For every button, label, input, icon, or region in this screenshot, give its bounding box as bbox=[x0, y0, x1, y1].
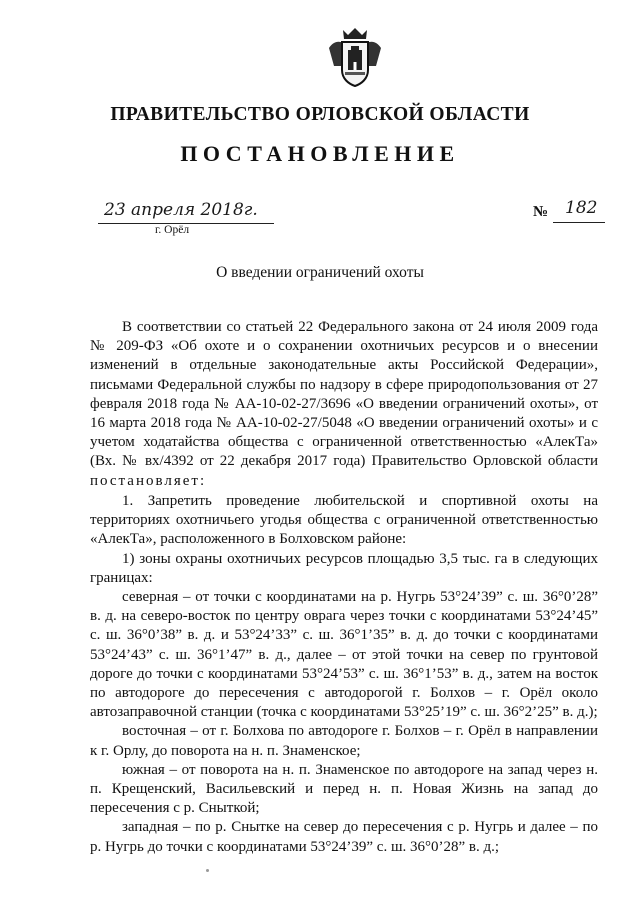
subitem-1-paragraph: 1) зоны охраны охотничьих ресурсов площадью 3,5 тыс. га в следующих границах: bbox=[90, 550, 598, 586]
page-speck bbox=[206, 869, 209, 872]
south-boundary-paragraph: южная – от поворота на н. п. Знаменское по автодороге на запад через н. п. Крещенский, Васильевский и перед н. п. Новая Жизнь на запад до пересечения с р. Сныткой; bbox=[90, 761, 598, 817]
east-boundary-paragraph: восточная – от г. Болхова по автодороге г. Болхов – г. Орёл в направлении к г. Орлу, до поворота на н. п. Знаменское; bbox=[90, 723, 598, 759]
item-1-paragraph: 1. Запретить проведение любительской и спортивной охоты на территориях охотничьего угодья общества с ограниченной ответственностью «АлекТа», расположенного в Болховском районе: bbox=[90, 493, 598, 548]
preamble-paragraph bbox=[90, 318, 598, 491]
north-boundary-paragraph: северная – от точки с координатами на р. Нугрь 53°24’39” с. ш. 36°0’28” в. д. на северо-восток по центру оврага через точки с координатами 53°24’45” с. ш. 36°0’38” в. д. и 53°24’33” с. ш. 36°1’35” в. д. до точки с координатами 53°24’43” с. ш. 36°1’47” в. д., далее – от этой точки на север по грунтовой дороге до точки с координатами 53°24’53” с. ш. 36°1’53” в. д., затем на восток по автодороге до пересечения с автодорогой г. Болхов – г. Орёл около автозаправочной станции (точка с координатами 53°25’19” с. ш. 36°2’25” в. д.); bbox=[90, 589, 598, 721]
preamble-block bbox=[90, 318, 598, 491]
coat-of-arms-emblem bbox=[326, 26, 384, 88]
resolves-word: постановляет: bbox=[90, 472, 207, 489]
handwritten-number: 182 bbox=[565, 198, 598, 218]
west-boundary-paragraph: западная – по р. Сныткe на север до пересечения с р. Нугрь и далее – по р. Нугрь до точки с координатами 53°24’39” с. ш. 36°0’28” в. д.; bbox=[90, 819, 598, 855]
preamble-text: В соответствии со статьей 22 Федерального закона от 24 июля 2009 года № 209-ФЗ «Об охоте и о сохранении охотничьих ресурсов и о внесении изменений в отдельные законодательные акты Российской Федерации», письмами Федеральной службы по надзору в сфере природопользования от 27 февраля 2018 года № АА-10-02-27/3696 «О введении ограничений охоты», от 16 марта 2018 года № АА-10-02-27/5048 «О введении ограничений охоты» и с учетом ходатайства общества с ограниченной ответственностью «АлекТа» (Вх. № вх/4392 от 22 декабря 2017 года) Правительство Орловской области bbox=[90, 319, 598, 470]
number-underline bbox=[553, 222, 605, 223]
organization-title: ПРАВИТЕЛЬСТВО ОРЛОВСКОЙ ОБЛАСТИ bbox=[110, 104, 530, 125]
city-label: г. Орёл bbox=[155, 224, 190, 236]
number-label: № bbox=[533, 204, 549, 220]
document-type-title: ПОСТАНОВЛЕНИЕ bbox=[180, 141, 460, 166]
document-subject: О введении ограничений охоты bbox=[216, 264, 424, 281]
handwritten-date: 23 апреля 2018г. bbox=[104, 200, 258, 220]
provisions-block bbox=[90, 492, 598, 857]
